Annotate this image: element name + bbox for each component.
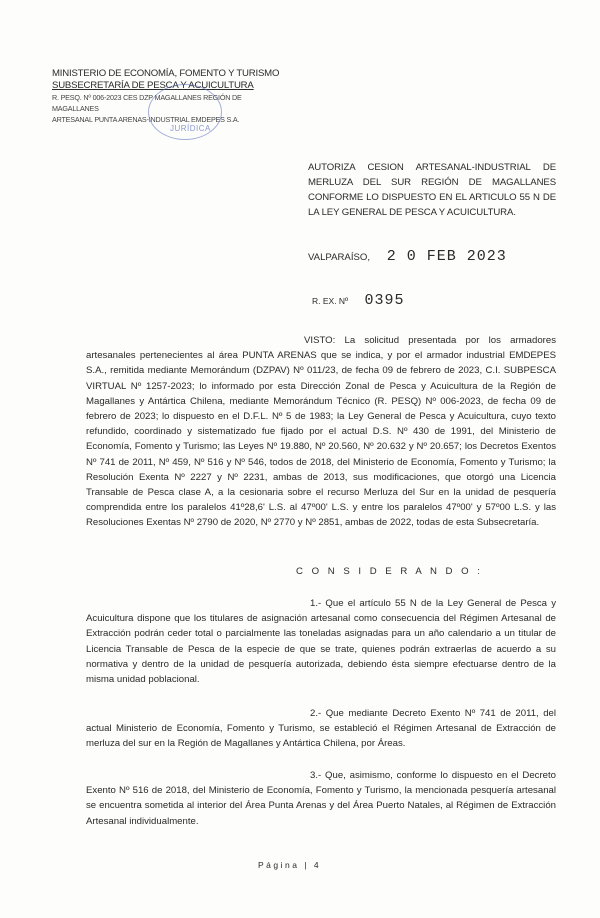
- dateline-place: VALPARAÍSO,: [308, 252, 371, 263]
- item-text: Que, asimismo, conforme lo dispuesto en el Decreto Exento Nº 516 de 2018, del Ministerio de Economía, Fomento y Turismo, la mencionada pesquería artesanal se encuentra sometida al interior del Área Punta Arenas y del Área Puerto Natales, al Régimen de Extracción Artesanal individualmente.: [86, 770, 556, 827]
- stamp-text: JURÍDICA: [170, 124, 211, 133]
- item-text: Que el artículo 55 N de la Ley General de Pesca y Acuicultura dispone que los titulares de asignación artesanal como consecuencia del Régimen Artesanal de Extracción podrán ceder total o parcialmente las toneladas asignadas para un año calendario a un titular de Licencia Transable de Pesca de la especie de que se trate, quienes podrán extraerlas de acuerdo a su normativa y dentro de la unidad de pesquería autorizada, debiendo ésta siempre efectuarse dentro de la misma unidad poblacional.: [86, 598, 556, 686]
- resolution-number: 0395: [364, 292, 405, 309]
- item-number: 3.-: [310, 770, 322, 781]
- considerando-item: [86, 706, 556, 752]
- considerando-item: [86, 768, 556, 829]
- item-number: 2.-: [310, 708, 322, 719]
- visto-label: VISTO:: [304, 335, 336, 346]
- resolution-title: AUTORIZA CESION ARTESANAL-INDUSTRIAL DE MERLUZA DEL SUR REGIÓN DE MAGALLANES CONFORME LO DISPUESTO EN EL ARTICULO 55 N DE LA LEY GENERAL DE PESCA Y ACUICULTURA.: [308, 162, 556, 218]
- visto-text: La solicitud presentada por los armadores artesanales pertenecientes al área PUNTA ARENAS que se indica, y por el armador industrial EMDEPES S.A., remitida mediante Memorándum (DZPAV) Nº 011/23, de fecha 09 de febrero de 2023, C.I. SUBPESCA VIRTUAL Nº 1257-2023; lo informado por esta Dirección Zonal de Pesca y Acuicultura de la Región de Magallanes y Antártica Chilena, mediante Memorándum Técnico (R. PESQ) Nº 006-2023, de fecha 09 de febrero de 2023; lo dispuesto en el D.F.L. Nº 5 de 1983; la Ley General de Pesca y Acuicultura, cuyo texto refundido, coordinado y sistematizado fue fijado por el actual D.S. Nº 430 de 1991, del Ministerio de Economía, Fomento y Turismo; las Leyes Nº 19.880, Nº 20.560, Nº 20.632 y Nº 20.657; los Decretos Exentos Nº 741 de 2011, Nº 459, Nº 516 y Nº 546, todos de 2018, del Ministerio de Economía, Fomento y Turismo; la Resolución Exenta Nº 2227 y Nº 2231, ambas de 2013, sus modificaciones, que otorgó una Licencia Transable de Pesca clase A, a la cesionaria sobre el recurso Merluza del Sur en la unidad de pesquería comprendida entre los paralelos 41º28,6' L.S. al 47º00' L.S. y entre los paralelos 47º00' y 57º00 L.S. y las Resoluciones Exentas Nº 2790 de 2020, Nº 2770 y Nº 2851, ambas de 2022, todas de esta Subsecretaría.: [86, 335, 556, 529]
- visto-paragraph: [86, 333, 556, 531]
- considerando-heading: C O N S I D E R A N D O :: [296, 566, 483, 577]
- reference-line-1: R. PESQ. Nº 006-2023 CES DZP MAGALLANES REGIÓN DE MAGALLANES: [52, 93, 242, 113]
- dateline-date: 2 0 FEB 2023: [386, 248, 507, 265]
- dateline: [308, 248, 507, 265]
- reference-line-2: ARTESANAL PUNTA ARENAS-INDUSTRIAL EMDEPES S.A.: [52, 115, 240, 124]
- considerando-item: [86, 596, 556, 687]
- item-text: Que mediante Decreto Exento Nº 741 de 2011, del actual Ministerio de Economía, Fomento y Turismo, se estableció el Régimen Artesanal de Extracción de merluza del sur en la Región de Magallanes y Antártica Chilena, por Áreas.: [86, 708, 557, 750]
- resolution-number-line: [312, 292, 405, 309]
- resolution-label: R. EX. Nº: [312, 296, 349, 306]
- ministry-name: MINISTERIO DE ECONOMÍA, FOMENTO Y TURISMO: [52, 68, 280, 79]
- page-number: Página | 4: [258, 860, 322, 870]
- item-number: 1.-: [310, 598, 322, 609]
- subsecretaria-name: SUBSECRETARÍA DE PESCA Y ACUICULTURA: [52, 80, 254, 91]
